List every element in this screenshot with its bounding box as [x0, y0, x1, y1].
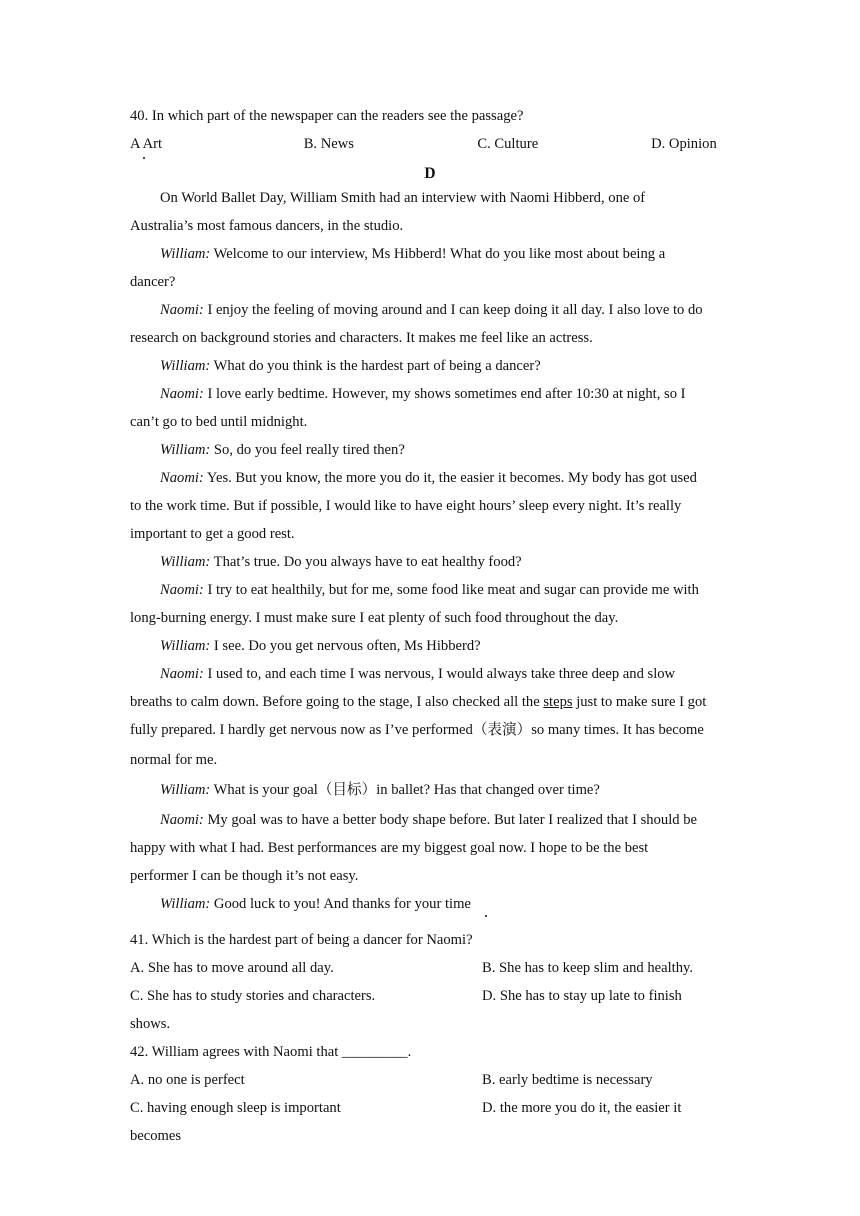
dialogue-line: [130, 690, 730, 718]
document-page: [130, 104, 730, 1152]
q40-option-b: B. News: [303, 136, 354, 152]
dialogue-line: [130, 662, 730, 690]
dialogue-line: normal for me.: [130, 752, 218, 768]
q40-option-c: C. Culture: [477, 136, 539, 152]
dialogue-line: performer I can be though it’s not easy.: [130, 868, 359, 884]
q40-question: 40. In which part of the newspaper can the readers see the passage?: [130, 108, 524, 124]
spacer: [130, 920, 730, 928]
q40-option-a: [130, 134, 304, 160]
speaker-label: Naomi:: [160, 582, 204, 598]
dialogue-line: [130, 634, 730, 662]
dialogue-line: [130, 778, 730, 808]
q42-question: 42. William agrees with Naomi that _________.: [130, 1044, 412, 1060]
q42-option-b: B. early bedtime is necessary: [482, 1072, 653, 1088]
dialogue-text: That’s true. Do you always have to eat healthy food?: [213, 554, 522, 570]
dialogue-text: I love early bedtime. However, my shows sometimes end after 10:30 at night, so I: [207, 386, 686, 402]
dialogue-line: [130, 550, 730, 578]
dialogue-line: [130, 578, 730, 606]
q42-option-c: C. having enough sleep is important: [130, 1100, 341, 1116]
dialogue-text: Welcome to our interview, Ms Hibberd! What do you like most about being a: [213, 246, 666, 262]
q41-options-row: [130, 956, 730, 984]
q40-option-d: D. Opinion: [651, 136, 717, 152]
q41-option-d: D. She has to stay up late to finish: [482, 988, 682, 1004]
dialogue-line: [130, 298, 730, 326]
q41-options-row: [130, 984, 730, 1012]
speaker-label: William:: [160, 358, 211, 374]
dialogue-line: fully prepared. I hardly get nervous now as I’ve performed（表演）so many times. It has become: [130, 722, 704, 738]
dialogue-text: I used to, and each time I was nervous, I would always take three deep and slow: [207, 666, 676, 682]
dialogue-line: happy with what I had. Best performances are my biggest goal now. I hope to be the best: [130, 840, 649, 856]
dialogue-line: to the work time. But if possible, I would like to have eight hours’ sleep every night. It’s really: [130, 498, 682, 514]
speaker-label: William:: [160, 896, 211, 912]
speaker-label: Naomi:: [160, 666, 204, 682]
q42-options-row: [130, 1096, 730, 1124]
q40-options: [130, 132, 730, 160]
q41-option-c: C. She has to study stories and characters.: [130, 988, 376, 1004]
underlined-word-steps: steps: [543, 694, 573, 710]
section-heading: D: [424, 165, 436, 182]
speaker-label: William:: [160, 638, 211, 654]
q41-option-b: B. She has to keep slim and healthy.: [482, 960, 694, 976]
dialogue-text: just to make sure I got: [572, 694, 707, 710]
dialogue-line: important to get a good rest.: [130, 526, 295, 542]
passage-intro-line: Australia’s most famous dancers, in the studio.: [130, 218, 404, 234]
dialogue-line: dancer?: [130, 274, 176, 290]
dialogue-line: [130, 438, 730, 466]
q40-option-a-text: A Art: [130, 136, 163, 152]
dialogue-text: What do you think is the hardest part of being a dancer?: [213, 358, 541, 374]
speaker-label: Naomi:: [160, 470, 204, 486]
dialogue-line: [130, 808, 730, 836]
q42-option-d-continued: becomes: [130, 1128, 182, 1144]
speaker-label: Naomi:: [160, 812, 204, 828]
q41-option-d-continued: shows.: [130, 1016, 171, 1032]
speaker-label: William:: [160, 442, 211, 458]
passage-intro-line: On World Ballet Day, William Smith had an interview with Naomi Hibberd, one of: [160, 190, 646, 206]
dialogue-text: Good luck to you! And thanks for your time: [213, 896, 471, 912]
speaker-label: Naomi:: [160, 302, 204, 318]
dialogue-line: [130, 892, 730, 920]
speaker-label: William:: [160, 554, 211, 570]
dialogue-line: can’t go to bed until midnight.: [130, 414, 308, 430]
dot-mark: [485, 915, 487, 917]
dialogue-line: [130, 382, 730, 410]
dialogue-line: long-burning energy. I must make sure I eat plenty of such food throughout the day.: [130, 610, 619, 626]
dialogue-text: breaths to calm down. Before going to the stage, I also checked all the: [130, 694, 544, 710]
dialogue-line: research on background stories and characters. It makes me feel like an actress.: [130, 330, 593, 346]
dialogue-text: Yes. But you know, the more you do it, the easier it becomes. My body has got used: [206, 470, 697, 486]
speaker-label: William:: [160, 782, 211, 798]
dialogue-text: So, do you feel really tired then?: [213, 442, 405, 458]
speaker-label: Naomi:: [160, 386, 204, 402]
q42-option-d: D. the more you do it, the easier it: [482, 1100, 682, 1116]
dialogue-line: [130, 242, 730, 270]
dialogue-text: I enjoy the feeling of moving around and I can keep doing it all day. I also love to do: [207, 302, 703, 318]
q42-options-row: [130, 1068, 730, 1096]
dot-mark: [143, 157, 145, 159]
q41-question: 41. Which is the hardest part of being a dancer for Naomi?: [130, 932, 473, 948]
q41-option-a: A. She has to move around all day.: [130, 960, 334, 976]
dialogue-text: I see. Do you get nervous often, Ms Hibberd?: [213, 638, 481, 654]
speaker-label: William:: [160, 246, 211, 262]
dialogue-text: I try to eat healthily, but for me, some food like meat and sugar can provide me with: [207, 582, 699, 598]
dialogue-line: [130, 354, 730, 382]
dialogue-text: My goal was to have a better body shape before. But later I realized that I should be: [207, 812, 697, 828]
q42-option-a: A. no one is perfect: [130, 1072, 245, 1088]
dialogue-line: [130, 466, 730, 494]
dialogue-text: What is your goal（目标）in ballet? Has that changed over time?: [213, 782, 600, 798]
